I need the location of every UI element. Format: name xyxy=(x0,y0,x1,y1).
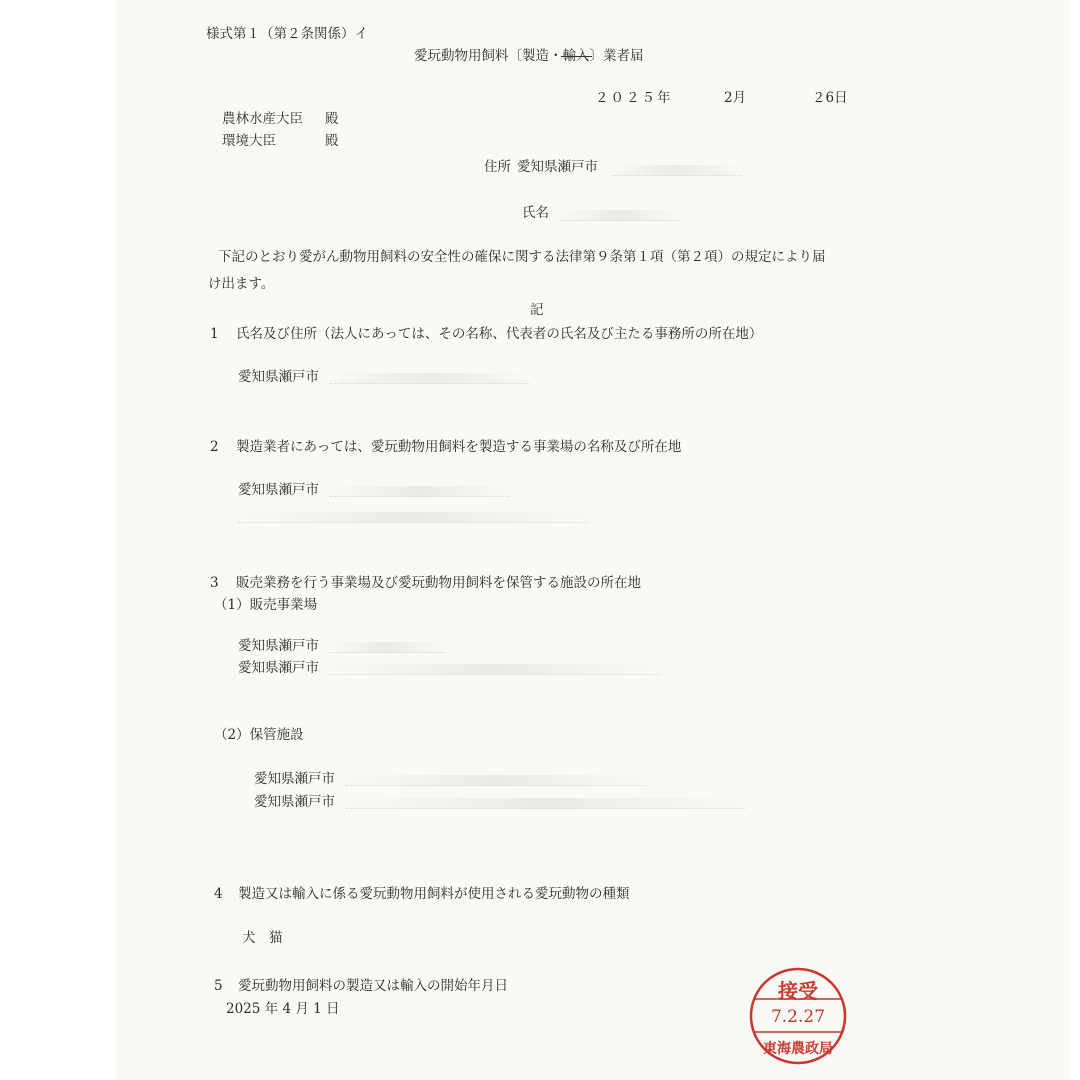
section-1-value: 愛知県瀬戸市 xyxy=(238,369,319,385)
ki-marker: 記 xyxy=(530,302,544,318)
section-4-heading: 製造又は輸入に係る愛玩動物用飼料が使用される愛玩動物の種類 xyxy=(238,886,630,902)
receipt-stamp xyxy=(748,966,848,1066)
form-id: 様式第１（第２条関係）イ xyxy=(206,26,368,42)
intro-line-1: 下記のとおり愛がん動物用飼料の安全性の確保に関する法律第９条第１項（第２項）の規定により届 xyxy=(218,249,826,265)
addressee-2: 環境大臣 xyxy=(222,133,276,149)
stamp-top-text: 接受 xyxy=(778,979,818,1003)
section-3-number: 3 xyxy=(210,575,219,591)
section-3-sub-2-value-2: 愛知県瀬戸市 xyxy=(254,794,335,810)
redacted-name xyxy=(560,210,680,221)
name-label: 氏名 xyxy=(522,205,549,221)
redacted-section-2-line-1 xyxy=(330,486,510,497)
redacted-section-3-sub-1-1 xyxy=(330,642,445,653)
section-1-heading: 氏名及び住所（法人にあっては、その名称、代表者の氏名及び主たる事務所の所在地） xyxy=(236,326,763,342)
redacted-section-2-line-2 xyxy=(238,512,588,523)
section-3-sub-1-value-1: 愛知県瀬戸市 xyxy=(238,638,319,654)
section-4-number: 4 xyxy=(214,886,223,902)
section-3-heading: 販売業務を行う事業場及び愛玩動物用飼料を保管する施設の所在地 xyxy=(236,575,641,591)
section-2-value: 愛知県瀬戸市 xyxy=(238,482,319,498)
title-part-2: 〕業者届 xyxy=(589,48,644,64)
address-label: 住所 xyxy=(484,159,511,175)
redacted-section-3-sub-1-2 xyxy=(330,664,660,675)
date-year: ２０２５年 xyxy=(595,90,673,106)
section-2-number: 2 xyxy=(210,439,219,455)
intro-line-2: け出ます。 xyxy=(208,276,275,292)
title-part-1: 愛玩動物用飼料〔製造・ xyxy=(414,48,563,64)
section-3-sub-1-label: （1）販売事業場 xyxy=(214,597,318,613)
stamp-bottom-text: 東海農政局 xyxy=(763,1041,833,1057)
redacted-section-3-sub-2-2 xyxy=(346,798,746,809)
section-5-number: 5 xyxy=(214,978,223,994)
section-5-value: 2025 年 4 月 1 日 xyxy=(226,1001,340,1017)
section-1-number: 1 xyxy=(210,326,219,342)
date-month: 2月 xyxy=(724,90,747,106)
section-3-sub-2-value-1: 愛知県瀬戸市 xyxy=(254,771,335,787)
section-3-sub-1-value-2: 愛知県瀬戸市 xyxy=(238,660,319,676)
document-title xyxy=(414,47,644,65)
date-day: ２6日 xyxy=(812,90,848,106)
section-5-heading: 愛玩動物用飼料の製造又は輸入の開始年月日 xyxy=(238,978,508,994)
title-struck-text: 輸入 xyxy=(562,48,590,64)
address-value: 愛知県瀬戸市 xyxy=(517,159,598,175)
redacted-section-3-sub-2-1 xyxy=(346,775,646,786)
addressee-2-honorific: 殿 xyxy=(325,133,339,149)
section-4-value: 犬 猫 xyxy=(242,930,283,946)
section-2-heading: 製造業者にあっては、愛玩動物用飼料を製造する事業場の名称及び所在地 xyxy=(236,439,682,455)
addressee-1: 農林水産大臣 xyxy=(222,111,303,127)
section-3-sub-2-label: （2）保管施設 xyxy=(214,727,304,743)
redacted-address xyxy=(612,165,742,176)
addressee-1-honorific: 殿 xyxy=(325,111,339,127)
redacted-section-1 xyxy=(330,373,530,384)
stamp-date: 7.2.27 xyxy=(770,1007,826,1027)
